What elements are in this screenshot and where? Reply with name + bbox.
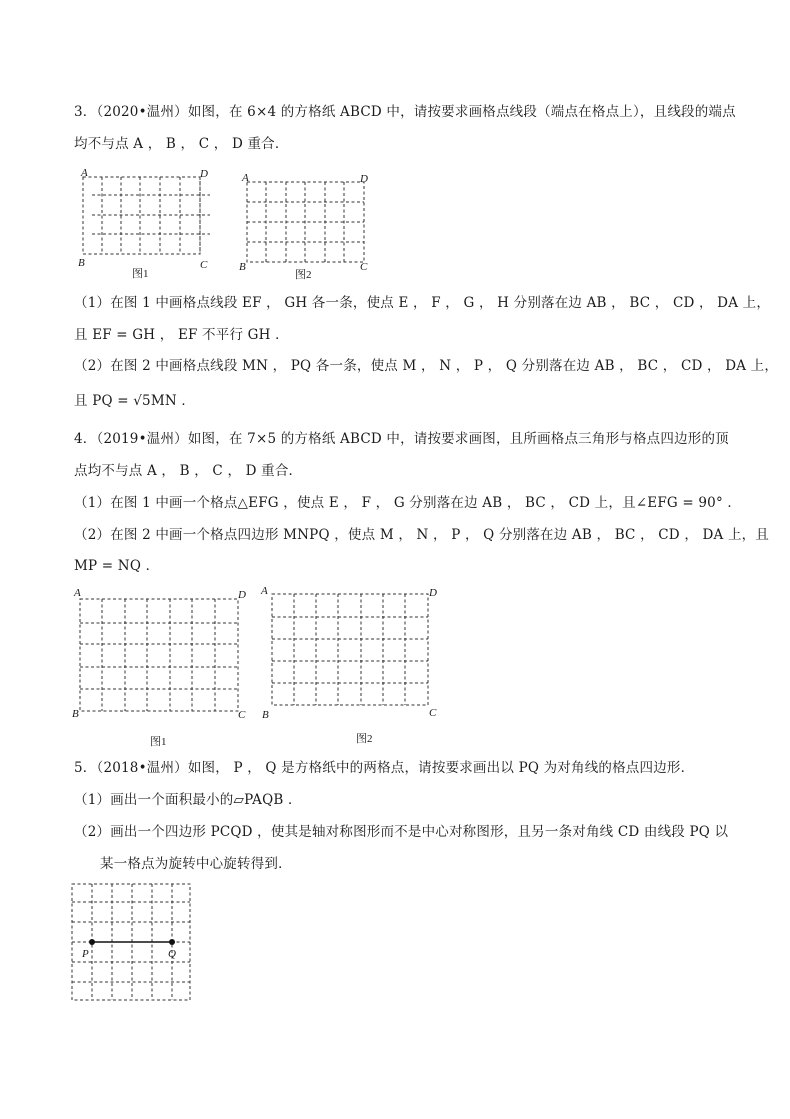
p4-fig1-label-c: C [238, 709, 246, 721]
p4-fig2-label-d: D [429, 587, 437, 599]
p5-q2-line1: （2）画出一个四边形 PCQD ，使其是轴对称图形而不是中心对称图形，且另一条对角线 CD 由线段 PQ 以 [74, 824, 729, 840]
p5-q1: （1）画出一个面积最小的▱PAQB ． [74, 792, 302, 808]
p4-fig1-label-d: D [238, 589, 246, 601]
p4-fig1-label-b: B [72, 708, 79, 720]
p3-text-line1: 3．（2020•温州）如图，在 6×4 的方格纸 ABCD 中，请按要求画格点线段（端点在格点上），且线段的端点 [74, 104, 736, 120]
p5-label-q: Q [168, 948, 176, 960]
p3-q1-line2: 且 EF = GH ， EF 不平行 GH ． [74, 327, 289, 343]
point-p [89, 939, 95, 945]
p4-text-line2: 点均不与点 A ， B ， C ， D 重合． [74, 463, 303, 479]
p4-q2-line2: MP = NQ ． [74, 558, 160, 574]
p5-q2-line2: 某一格点为旋转中心旋转得到． [100, 856, 292, 872]
p5-figure [66, 878, 198, 1006]
p3-fig1-label-c: C [200, 259, 208, 271]
p3-fig1-label-b: B [78, 257, 85, 269]
p4-fig2-caption: 图2 [356, 733, 373, 745]
p5-label-p: P [82, 948, 89, 960]
point-q [169, 939, 175, 945]
p3-fig1-label-a: A [81, 167, 88, 179]
p3-fig2-label-c: C [360, 261, 368, 273]
p3-fig2-caption: 图2 [295, 269, 312, 281]
p4-fig2-label-a: A [261, 585, 268, 597]
p3-q1-line1: （1）在图 1 中画格点线段 EF ， GH 各一条，使点 E ， F ， G ， H 分别落在边 AB ， BC ， CD ， DA 上， [74, 295, 771, 311]
p3-figure-1 [72, 166, 222, 282]
p4-fig2-label-b: B [262, 709, 269, 721]
p4-fig2-label-c: C [429, 707, 437, 719]
p3-q2-line2: 且 PQ = √5MN ． [74, 393, 196, 409]
p3-fig2-label-a: A [242, 172, 249, 184]
p5-text-line1: 5．（2018•温州）如图， P ， Q 是方格纸中的两格点，请按要求画出以 PQ 为对角线的格点四边形． [74, 760, 695, 776]
p3-fig1-caption: 图1 [132, 268, 149, 280]
p4-q2-line1: （2）在图 2 中画一个格点四边形 MNPQ ，使点 M ， N ， P ， Q 分别落在边 AB ， BC ， CD ， DA 上，且 [74, 527, 770, 543]
p3-fig1-label-d: D [200, 168, 208, 180]
p4-figure-1 [68, 584, 253, 750]
p4-text-line1: 4．（2019•温州）如图，在 7×5 的方格纸 ABCD 中，请按要求画图，且所画格点三角形与格点四边形的顶 [74, 431, 729, 447]
p4-q1: （1）在图 1 中画一个格点△EFG ，使点 E ， F ， G 分别落在边 AB ， BC ， CD 上，且∠EFG = 90° ． [74, 495, 742, 511]
p3-figure-2 [236, 166, 386, 282]
p3-text-line2: 均不与点 A ， B ， C ， D 重合． [74, 136, 289, 152]
p3-q2-line1: （2）在图 2 中画格点线段 MN ， PQ 各一条，使点 M ， N ， P ， Q 分别落在边 AB ， BC ， CD ， DA 上， [74, 358, 779, 374]
p4-fig1-caption: 图1 [150, 736, 167, 748]
p4-figure-2 [258, 584, 443, 750]
p3-fig2-label-d: D [360, 173, 368, 185]
p3-fig2-label-b: B [239, 261, 246, 273]
p4-fig1-label-a: A [74, 587, 81, 599]
